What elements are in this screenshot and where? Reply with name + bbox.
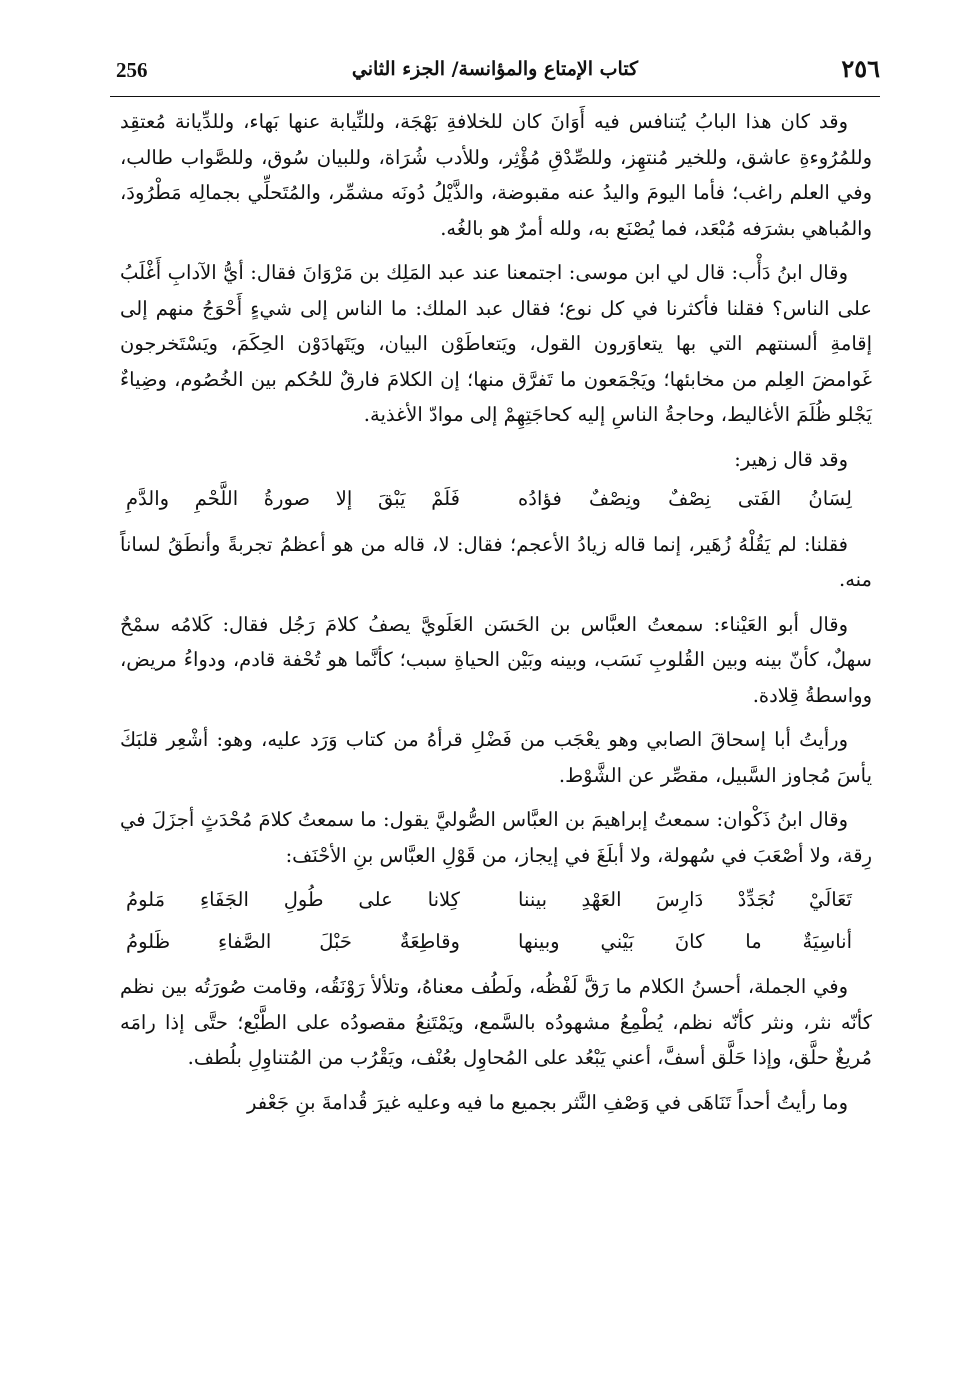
paragraph [120,527,872,598]
page-number-latin: 256 [116,58,148,82]
page-body [120,104,872,1129]
paragraph-text: وقد كان هذا البابُ يُتنافس فيه أَوَانَ كان للخلافةِ بَهْجَة، وللنِّيابة عنها بَهاء، وللدِّيانة مُعتقِد وللمُرُوءةِ عاشق، وللخير مُنتهِز، وللصِّدْقِ مُؤْثِر، وللأدب شُرَاة، وللبيان سُوق، وللصَّواب طالب، وفي العلم راغب؛ فأما اليومَ واليدُ عنه مقبوضة، والذَّيْلُ دُونَه مشمِّر، والمُتَحلِّي بجمالِه مَطْرُودَ، والمُباهي بشرَفه مُبْعَد، فما يُصْنَع به، ولله أمرٌ هو بالغُه. [120,110,872,240]
verse-intro: وقد قال زهير: [734,447,848,471]
page-header [110,52,880,97]
running-title: كتاب الإمتاع والمؤانسة/ الجزء الثاني [351,58,639,80]
paragraph [120,607,872,714]
verse-line [120,882,872,918]
paragraph-text: وقال ابنُ دَأْب: قال لي ابن موسى: اجتمعنا عند عبد المَلِك بن مَرْوَانَ فقال: أيُّ الآدابِ أَغْلَبُ على الناس؟ فقلنا فأكثرنا في كل نوع؛ فقال عبد الملك: ما الناس إلى شيءٍ أَحْوَجُ منهم إلى إقامةِ ألسنتهم التي بها يتعاوَرون القول، ويَتعاطَوْن البيان، ويَتَهادَوْن الحِكَمَ، ويَسْتَخرجون غَوامضَ العِلم من مخابئها؛ ويَجْمَعون ما تَفرَّق منها؛ إن الكلامَ فارقٌ للحُكم بين الخُصُوم، وضِياءٌ يَجْلو ظُلَمَ الأغاليط، وحاجةُ الناسِ إليه كحاجَتِهِمْ إلى موادّ الأغذية. [120,261,872,426]
verse-second-hemistich: وقاطِعَةٌ حَبْلَ الصَّفاءِ ظَلومُ [126,929,460,953]
paragraph-text: ورأيتُ أبا إسحاقَ الصابي وهو يعْجَب من فَضْلِ قرأهُ من كتاب وَرَد عليه، وهو: أشْعِر قلبَكَ يأسَ مُجاوز السَّبيل، مقصِّر عن الشَّوْط. [120,728,872,787]
verse-second-hemistich: فَلَمْ يَبْقَ إلا صورةُ اللَّحْمِ والدَّمِ [126,487,460,510]
paragraph [120,104,872,246]
paragraph-text: وما رأيتُ أحداً تَنَاهَى في وَصْفِ النَّثر بجميع ما فيه وعليه غيرَ قُدامةَ بنِ جَعْفر [246,1090,848,1114]
page-number-arabic: ٢٥٦ [841,54,880,83]
paragraph-text: فقلنا: لم يَقُلْهُ زُهَير، إنما قاله زيادُ الأعجم؛ فقال: لا، قاله من هو أعظمُ تجربةً وأنطَقُ لساناً منه. [120,532,872,591]
poem-block [120,481,872,517]
paragraph [120,255,872,433]
paragraph-text: وفي الجملة، أحسنُ الكلام ما رَقَّ لَفْظُه، ولَطُف معناهُ، وتلألأ رَوْنَقُه، وقامت صُورَتُه بين نظم كأنّه نثر، ونثر كأنّه نظم، يُطْمِعُ مشهودُه بالسَّمع، ويَمْتَنِعُ مقصودُه على الطَّبْع؛ حتَّى إذا رامَه مُريغٌ حلَّق، وإذا حَلَّق أسفَّ، أعني يَبْعُد على المُحاوِل بعُنْف، ويَقْرُب من المُتناوِلِ بلُطف. [120,975,872,1069]
paragraph [120,1085,872,1121]
paragraph [120,802,872,873]
verse-first-hemistich: تَعَالَيْ نُجَدِّدْ دَارِسَ العَهْدِ بيننا [518,888,852,911]
poem-block [120,882,872,959]
verse-first-hemistich: أناسِيَةٌ ما كانَ بَيْني وبينها [518,929,852,953]
verse-line [120,924,872,960]
verse-second-hemistich: كِلانا على طُولِ الجَفَاءِ مَلومُ [126,888,460,911]
paragraph-text: وقال أبو العَيْناء: سمعتُ العبَّاس بن الحَسَن العَلَويَّ يصفُ كلامَ رَجُل فقال: كَلامُه سمْحٌ سهلٌ، كأنّ بينه وبين القُلوبِ نَسَب، وبينه وبَيْن الحياةِ سبب؛ كأنَّما هو تُحْفة قادم، ودواءُ مريض، وواسطةُ قِلادة. [120,612,872,707]
verse-first-hemistich: لِسَانُ الفَتى نِصْفٌ ونِصْفٌ فؤادُه [518,487,852,510]
paragraph-text: وقال ابنُ ذَكْوان: سمعتُ إبراهيمَ بن العبَّاس الصُّوليَّ يقول: ما سمعتُ كلامَ مُحْدَثٍ أجزَلَ في رِقة، ولا أصْعَبَ في سُهولة، ولا أبلَغَ في إيجاز، من قَوْلِ العبَّاس بنِ الأحْنَف: [120,808,872,867]
verse-line [120,481,872,517]
paragraph [120,969,872,1076]
paragraph [120,722,872,793]
